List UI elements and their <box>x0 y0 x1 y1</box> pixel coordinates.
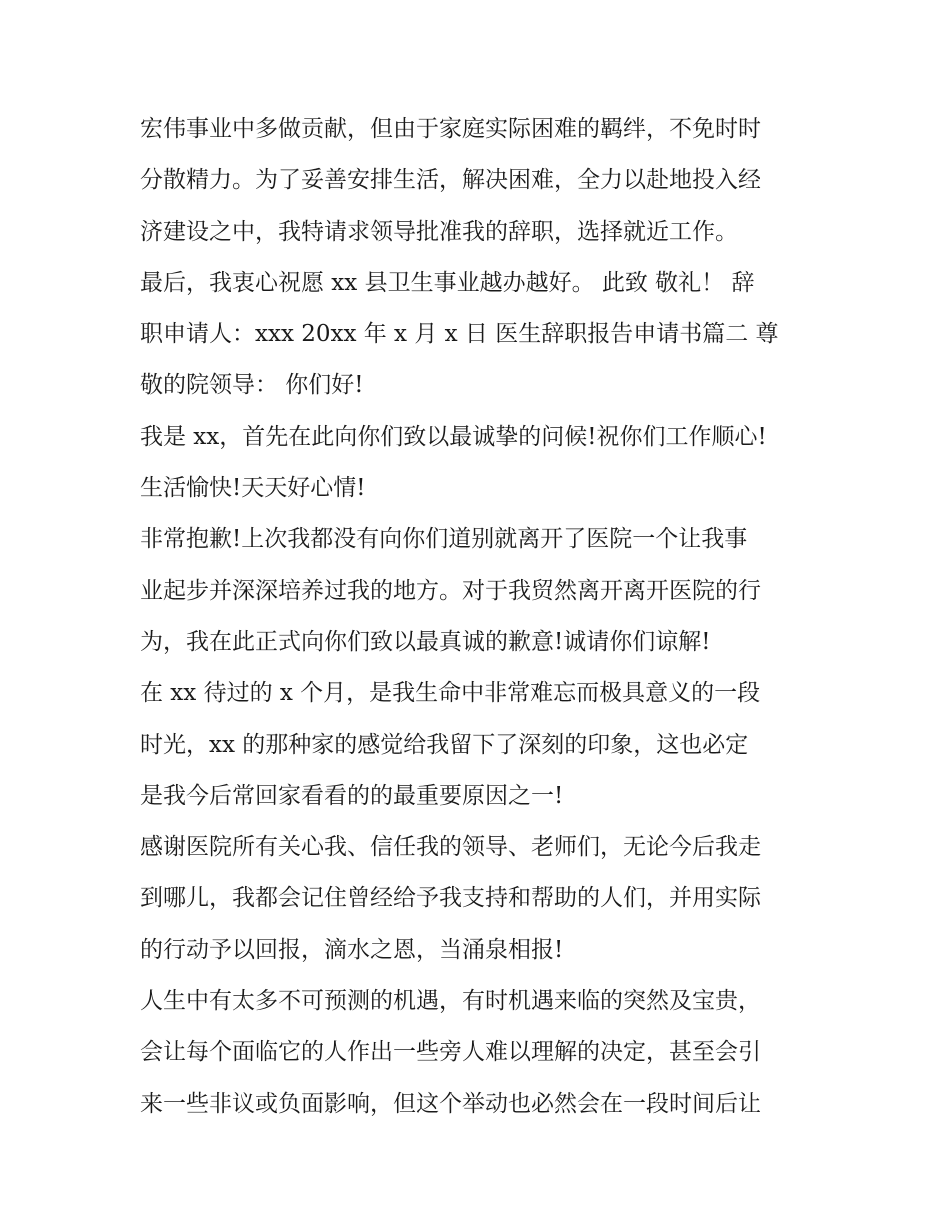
text-line: 时光，xx 的那种家的感觉给我留下了深刻的印象，这也必定 <box>140 731 749 758</box>
text-line: 是我今后常回家看看的的最重要原因之一! <box>140 782 564 809</box>
text-line: 济建设之中，我特请求领导批准我的辞职，选择就近工作。 <box>140 218 738 245</box>
text-line: 来一些非议或负面影响，但这个举动也必然会在一段时间后让 <box>140 1090 761 1117</box>
text-line: 我是 xx，首先在此向你们致以最诚挚的问候!祝你们工作顺心! <box>140 423 767 450</box>
text-line: 在 xx 待过的 x 个月，是我生命中非常难忘而极具意义的一段 <box>140 680 761 707</box>
text-line: 分散精力。为了妥善安排生活，解决困难，全力以赴地投入经 <box>140 167 761 194</box>
text-line: 到哪儿，我都会记住曾经给予我支持和帮助的人们，并用实际 <box>140 885 761 912</box>
text-line: 的行动予以回报，滴水之恩，当涌泉相报! <box>140 936 564 963</box>
text-line: 宏伟事业中多做贡献，但由于家庭实际困难的羁绊，不免时时 <box>140 116 761 142</box>
text-line: 最后，我衷心祝愿 xx 县卫生事业越办越好。 此致 敬礼！ 辞 <box>140 269 755 296</box>
text-line: 会让每个面临它的人作出一些旁人难以理解的决定，甚至会引 <box>140 1039 761 1066</box>
text-line: 为，我在此正式向你们致以最真诚的歉意!诚请你们谅解! <box>140 628 711 655</box>
text-line: 生活愉快!天天好心情! <box>140 475 366 502</box>
text-line: 职申请人：xxx 20xx 年 x 月 x 日 医生辞职报告申请书篇二 尊 <box>140 321 779 348</box>
document-body <box>140 104 820 1130</box>
text-line: 人生中有太多不可预测的机遇，有时机遇来临的突然及宝贵， <box>140 988 761 1015</box>
text-line: 非常抱歉!上次我都没有向你们道别就离开了医院一个让我事 <box>140 526 748 553</box>
text-line: 业起步并深深培养过我的地方。对于我贸然离开离开医院的行 <box>140 577 761 604</box>
text-line: 敬的院领导： 你们好! <box>140 372 364 399</box>
text-line: 感谢医院所有关心我、信任我的领导、老师们，无论今后我走 <box>140 834 761 861</box>
